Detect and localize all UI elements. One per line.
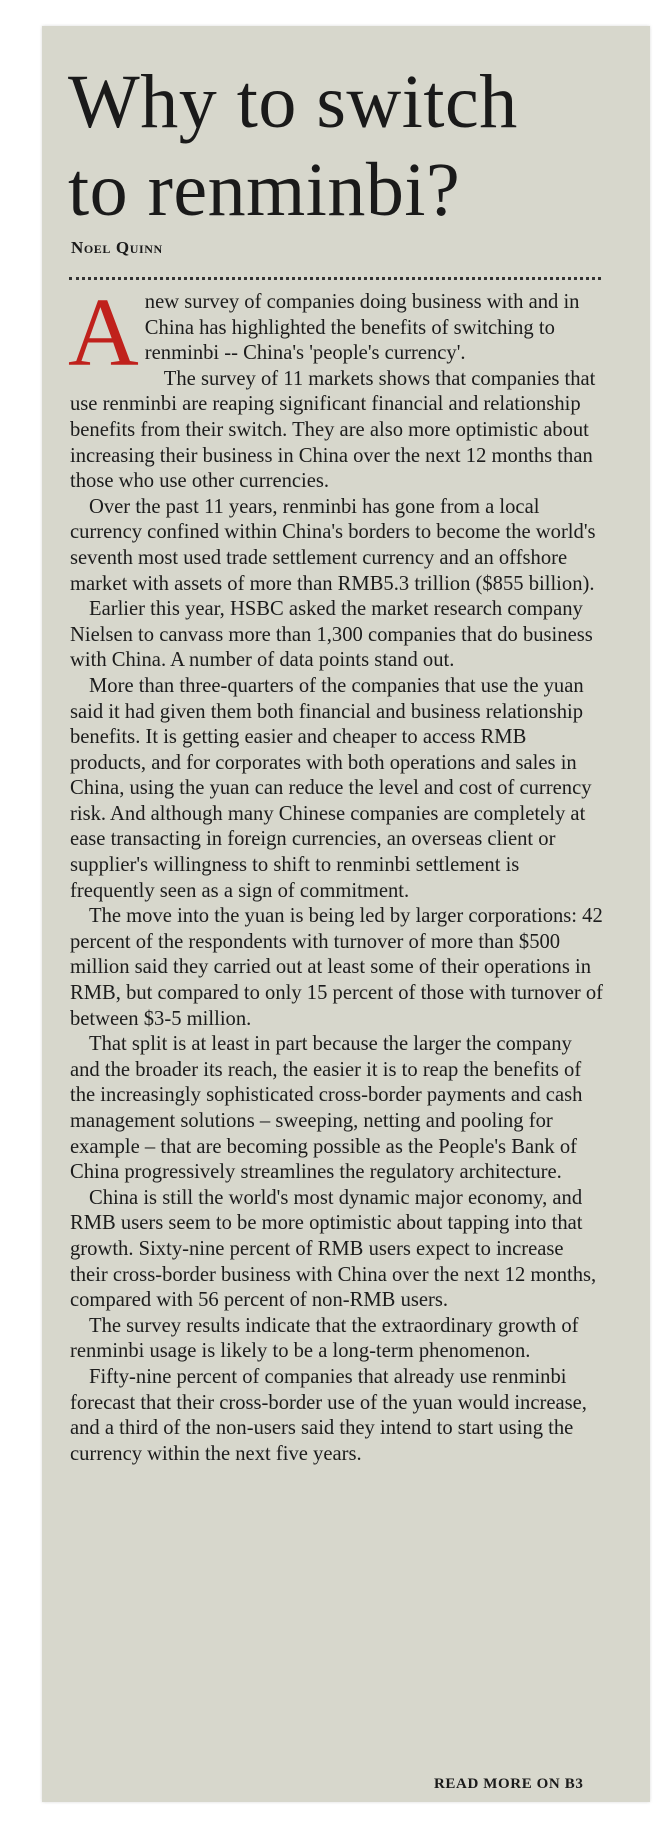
headline-line-1: Why to switch [68, 60, 518, 144]
read-more-note: READ MORE ON B3 [434, 1776, 584, 1792]
paragraph-3: Over the past 11 years, renminbi has gone from a local currency confined within China's borders to become the world's seventh most used trade settlement currency and an offshore market with assets of more than RMB5.3 trillion ($855 billion). [70, 495, 596, 595]
paragraph-1-text: new survey of companies doing business with and in China has highlighted the benefits of switching to renminbi -- China's 'people's currency'. [144, 291, 580, 365]
byline: Noel Quinn [71, 238, 163, 257]
drop-cap: A [68, 279, 139, 387]
paragraph-8: China is still the world's most dynamic major economy, and RMB users seem to be more optimistic about tapping into that growth. Sixty-nine percent of RMB users expect to increase their cross-border business with China over the next 12 months, compared with 56 percent of non-RMB users. [70, 1186, 597, 1312]
paragraph-9: The survey results indicate that the extraordinary growth of renminbi usage is likely to be a long-term phenomenon. [70, 1314, 579, 1363]
paragraph-2: The survey of 11 markets shows that companies that use renminbi are reaping significant financial and relationship benefits from their switch. They are also more optimistic about increasing their business in China over the next 12 months than those who use other currencies. [70, 367, 596, 493]
paragraph-10: Fifty-nine percent of companies that already use renminbi forecast that their cross-border use of the yuan would increase, and a third of the non-users said they intend to start using the currency within the next five years. [70, 1365, 587, 1465]
paragraph-6: The move into the yuan is being led by larger corporations: 42 percent of the respondents with turnover of more than $500 million said they carried out at least some of their operations in RMB, but compared to only 15 percent of those with turnover of between $3-5 million. [70, 905, 604, 1030]
paragraph-7: That split is at least in part because the larger the company and the broader its reach, the easier it is to reap the benefits of the increasingly sophisticated cross-border payments and cash management solutions – sweeping, netting and pooling for example – that are becoming possible as the People's Bank of China progressively streamlines the regulatory architecture. [70, 1033, 583, 1184]
paragraph-4: Earlier this year, HSBC asked the market research company Nielsen to canvass more than 1,300 companies that do business with China. A number of data points stand out. [70, 598, 593, 672]
headline [68, 58, 518, 234]
dotted-divider [69, 277, 601, 280]
paragraph-5: More than three-quarters of the companies that use the yuan said it had given them both financial and business relationship benefits. It is getting easier and cheaper to access RMB products, and for corporates with both operations and sales in China, using the yuan can reduce the level and cost of currency risk. And although many Chinese companies are completely at ease transacting in foreign currencies, an overseas client or supplier's willingness to shift to renminbi settlement is frequently seen as a sign of commitment. [70, 674, 592, 902]
paragraph-1 [68, 279, 604, 387]
article-body [68, 279, 604, 1467]
headline-line-2: to renminbi? [68, 148, 461, 232]
